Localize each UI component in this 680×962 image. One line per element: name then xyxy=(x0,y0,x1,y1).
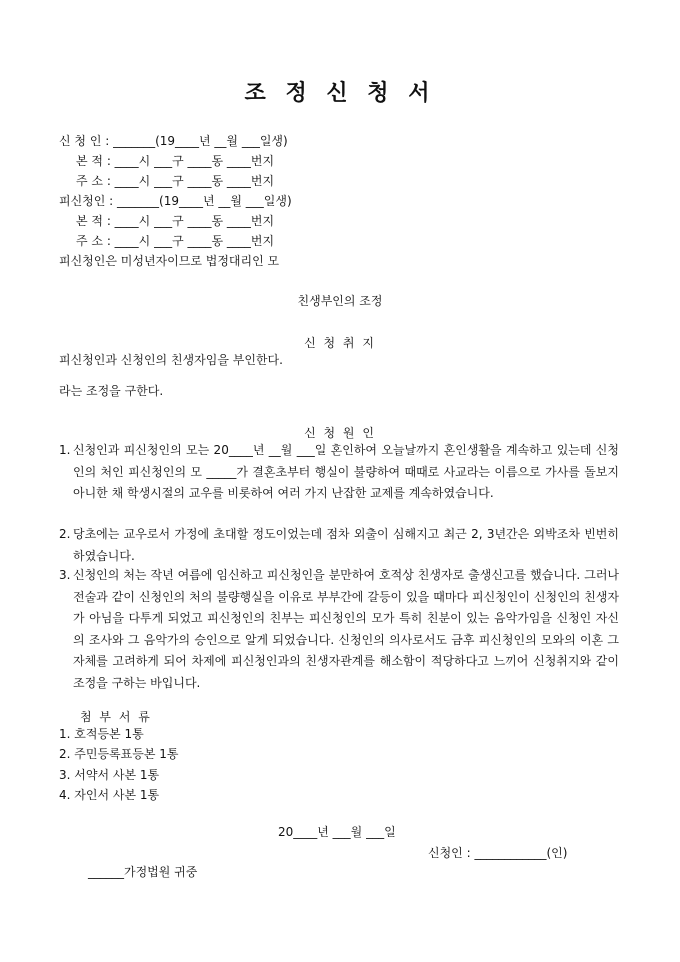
applicant-signature: 신청인 : ____________(인) xyxy=(428,846,568,860)
reason-number: 3. xyxy=(59,568,71,582)
attachment-item: 1. 호적등본 1통 xyxy=(59,727,144,741)
reasons-heading: 신 청 원 인 xyxy=(304,426,376,440)
reason-item xyxy=(59,524,619,567)
reason-number: 2. xyxy=(59,527,71,541)
respondent-domicile-line: 본 적 : ____시 ___구 ____동 ____번지 xyxy=(76,214,275,228)
document-title: 조 정 신 청 서 xyxy=(244,80,436,106)
attachment-item: 3. 서약서 사본 1통 xyxy=(59,768,160,782)
reason-item xyxy=(59,565,619,694)
court-addressee: ______가정법원 귀중 xyxy=(88,865,198,879)
purpose-text: 피신청인과 신청인의 친생자임을 부인한다. xyxy=(59,353,283,367)
respondent-line: 피신청인 : _______(19____년 __월 ___일생) xyxy=(59,194,292,208)
reason-number: 1. xyxy=(59,443,71,457)
applicant-domicile-line: 본 적 : ____시 ___구 ____동 ____번지 xyxy=(76,154,275,168)
case-name: 친생부인의 조정 xyxy=(297,294,383,308)
applicant-line: 신 청 인 : _______(19____년 __월 ___일생) xyxy=(59,134,288,148)
guardian-note: 피신청인은 미성년자이므로 법정대리인 모 xyxy=(59,254,280,268)
purpose-heading: 신 청 취 지 xyxy=(304,336,376,350)
purpose-closing: 라는 조정을 구한다. xyxy=(59,384,164,398)
reason-item xyxy=(59,440,619,505)
reason-text: 신청인의 처는 작년 여름에 임신하고 피신청인을 분만하여 호적상 친생자로 출생신고를 했습니다. 그러나 전술과 같이 신청인의 처의 불량행실을 이유로 부부간에 갈등이 있을 때마다 피신청인이 신청인의 친생자가 아님을 다투게 되었고 피신청인의 친부는 피신청인의 모가 특히 친분이 있는 음악가임을 신청인 자신의 조사와 그 음악가의 승인으로 알게 되었습니다. 신청인의 의사로서도 금후 피신청인의 모와의 이혼 그 자체를 고려하게 되어 차제에 피신청인과의 친생자관계를 해소함이 적당하다고 느끼어 신청취지와 같이 조정을 구하는 바입니다. xyxy=(73,568,619,690)
attachment-item: 2. 주민등록표등본 1통 xyxy=(59,747,179,761)
reason-text: 당초에는 교우로서 가정에 초대할 정도이었는데 점차 외출이 심해지고 최근 2, 3년간은 외박조차 빈번히 하였습니다. xyxy=(73,527,619,563)
attachments-heading: 첨 부 서 류 xyxy=(80,710,152,724)
reason-text: 신청인과 피신청인의 모는 20____년 __월 ___일 혼인하여 오늘날까지 혼인생활을 계속하고 있는데 신청인의 처인 피신청인의 모 _____가 결혼초부터 행실이 불량하여 때때로 사교라는 이름으로 가사를 돌보지 아니한 채 학생시절의 교우를 비롯하여 여러 가지 난잡한 교제를 계속하였습니다. xyxy=(73,443,619,500)
applicant-address-line: 주 소 : ____시 ___구 ____동 ____번지 xyxy=(76,174,275,188)
date-line: 20____년 ___월 ___일 xyxy=(278,825,396,839)
attachment-item: 4. 자인서 사본 1통 xyxy=(59,788,160,802)
respondent-address-line: 주 소 : ____시 ___구 ____동 ____번지 xyxy=(76,234,275,248)
